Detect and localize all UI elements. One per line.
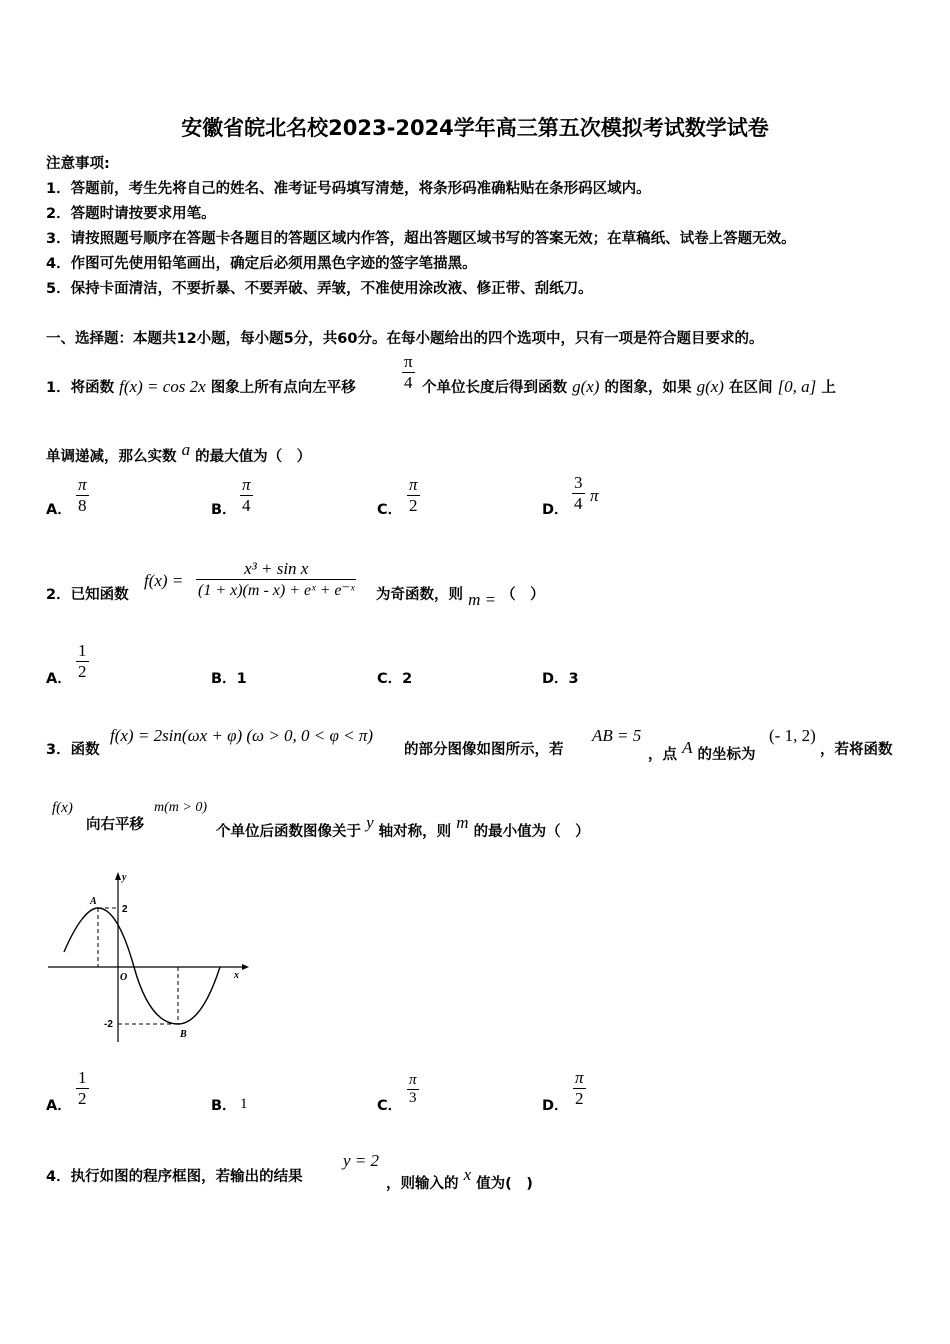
question-3-lead: 3．函数	[46, 742, 100, 758]
q3-option-c-value[interactable]: $\frac{\pi}{3}$	[409, 1072, 417, 1106]
q3-option-d-value[interactable]: $\frac{\pi}{2}$	[575, 1068, 584, 1108]
label-minus-2: -2	[104, 1019, 113, 1030]
question-3-line-1c: ，若将函数	[820, 742, 893, 758]
q1-option-c-value[interactable]: $\frac{\pi}{2}$	[409, 475, 418, 515]
q2-option-a-label[interactable]: A．	[46, 671, 72, 687]
q1-option-a-value[interactable]: $\frac{\pi}{8}$	[78, 475, 87, 515]
question-1-line-2: 单调递减，那么实数 a 的最大值为（ ）	[46, 440, 312, 465]
fraction-q2: $\frac{\text{x³ + sin x}}{\text{(1 + x)(m - x) + eˣ + e⁻ˣ}}$	[198, 559, 355, 599]
sine-graph	[44, 866, 254, 1046]
q1-option-b-label[interactable]: B．	[211, 502, 237, 518]
q3-option-b-label[interactable]: B．	[211, 1098, 237, 1114]
section-heading: 一、选择题：本题共12小题，每小题5分，共60分。在每小题给出的四个选项中，只有一项是符合题目要求的。	[46, 331, 764, 347]
q2-option-d[interactable]: D．3	[542, 671, 579, 687]
fraction-pi-4: $\frac{\pi}{4}$	[404, 352, 413, 392]
math-m-condition: m(m > 0)	[154, 800, 207, 815]
q2-option-a-value[interactable]: $\frac{1}{2}$	[78, 641, 87, 681]
notice-header: 注意事项:	[46, 156, 110, 172]
q3-option-b-value[interactable]: 1	[240, 1096, 248, 1112]
q3-option-d-label[interactable]: D．	[542, 1098, 569, 1114]
label-y: y	[122, 872, 127, 883]
q2-option-c[interactable]: C．2	[377, 671, 413, 687]
label-O: O	[120, 972, 128, 983]
y-axis-arrow-icon	[115, 872, 121, 880]
q1-option-c-label[interactable]: C．	[377, 502, 403, 518]
notice-item: 1．答题前，考生先将自己的姓名、准考证号码填写清楚，将条形码准确粘贴在条形码区域内。	[46, 181, 651, 197]
math-interval: [0, a]	[777, 377, 817, 396]
x-axis-arrow-icon	[242, 964, 249, 970]
q1-option-d-value[interactable]: $\frac{3}{4}$	[574, 473, 583, 513]
sine-curve	[64, 908, 220, 1024]
q1-option-b-value[interactable]: $\frac{\pi}{4}$	[242, 475, 251, 515]
math-ab: AB = 5	[592, 726, 642, 745]
label-x: x	[234, 970, 239, 981]
q1-option-a-label[interactable]: A．	[46, 502, 72, 518]
label-2: 2	[122, 904, 128, 915]
question-3-line-2b: 个单位后函数图像关于 y 轴对称，则 m 的最小值为（ ）	[216, 813, 590, 840]
notice-item: 4．作图可先使用铅笔画出，确定后必须用黑色字迹的签字笔描黑。	[46, 256, 477, 272]
q1-option-d-pi: π	[590, 486, 599, 505]
question-1-line-1b: 个单位长度后得到函数 g(x) 的图象，如果 g(x) 在区间 [0, a] 上	[422, 377, 836, 396]
q3-option-c-label[interactable]: C．	[377, 1098, 403, 1114]
label-B: B	[180, 1029, 187, 1040]
notice-item: 2．答题时请按要求用笔。	[46, 206, 216, 222]
q3-option-a-value[interactable]: $\frac{1}{2}$	[78, 1068, 87, 1108]
math-fx: f(x)	[52, 800, 73, 816]
q1-option-d-label[interactable]: D．	[542, 502, 569, 518]
page-title: 安徽省皖北名校2023-2024学年高三第五次模拟考试数学试卷	[181, 116, 769, 140]
math-coord: (- 1, 2)	[769, 726, 816, 745]
question-3-line-1b: ，点 A 的坐标为	[648, 738, 756, 763]
q2-option-b[interactable]: B．1	[211, 671, 247, 687]
question-1-line-1: 1．将函数 f(x) = cos 2x 图象上所有点向左平移	[46, 377, 356, 396]
question-4-tail: ，则输入的 x 值为( )	[386, 1165, 533, 1192]
question-2-tail: 为奇函数，则 m = （ ）	[376, 587, 545, 609]
math-fx: f(x) =	[144, 571, 184, 590]
notice-item: 5．保持卡面清洁，不要折暴、不要弄破、弄皱，不准使用涂改液、修正带、刮纸刀。	[46, 281, 593, 297]
question-2-lead: 2．已知函数	[46, 587, 129, 603]
q3-option-a-label[interactable]: A．	[46, 1098, 72, 1114]
math-q3-function: f(x) = 2sin(ωx + φ) (ω > 0, 0 < φ < π)	[110, 726, 374, 745]
question-4-lead: 4．执行如图的程序框图，若输出的结果	[46, 1169, 303, 1185]
math-y-eq-2: y = 2	[343, 1151, 380, 1170]
question-3-line-2a: 向右平移	[86, 817, 144, 833]
math-fx: f(x) = cos 2x	[119, 377, 206, 396]
question-3-line-1: 的部分图像如图所示，若	[404, 742, 564, 758]
notice-item: 3．请按照题号顺序在答题卡各题目的答题区域内作答，超出答题区域书写的答案无效；在草稿纸、试卷上答题无效。	[46, 231, 796, 247]
label-A: A	[90, 896, 97, 907]
